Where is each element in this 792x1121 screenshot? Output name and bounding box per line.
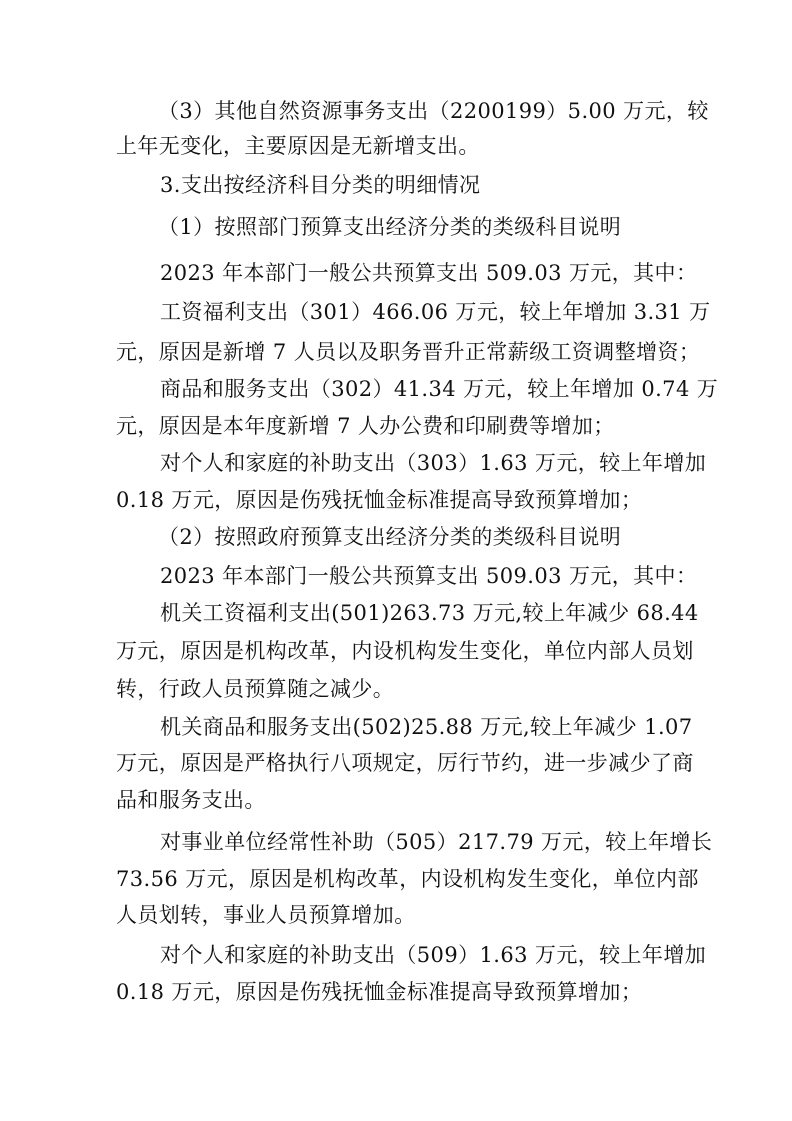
text-line-8: 商品和服务支出（302）41.34 万元，较上年增加 0.74 万 xyxy=(160,377,719,401)
text-line-15: 万元，原因是机构改革，内设机构发生变化，单位内部人员划 xyxy=(116,639,694,663)
text-line-23: 对个人和家庭的补助支出（509）1.63 万元，较上年增加 xyxy=(160,943,707,967)
text-line-17: 机关商品和服务支出(502)25.88 万元,较上年减少 1.07 xyxy=(160,715,693,739)
text-line-19: 品和服务支出。 xyxy=(116,788,266,812)
text-line-5: 2023 年本部门一般公共预算支出 509.03 万元，其中： xyxy=(160,261,698,285)
text-line-9: 元，原因是本年度新增 7 人办公费和印刷费等增加； xyxy=(116,414,615,438)
text-line-13: 2023 年本部门一般公共预算支出 509.03 万元，其中： xyxy=(160,564,698,588)
subsection-heading-2: （2）按照政府预算支出经济分类的类级科目说明 xyxy=(158,525,622,549)
text-line-6: 工资福利支出（301）466.06 万元，较上年增加 3.31 万 xyxy=(160,300,711,324)
text-line-10: 对个人和家庭的补助支出（303）1.63 万元，较上年增加 xyxy=(160,451,707,475)
text-line-16: 转，行政人员预算随之减少。 xyxy=(116,677,395,701)
subsection-heading-1: （1）按照部门预算支出经济分类的类级科目说明 xyxy=(158,215,622,239)
text-line-7: 元，原因是新增 7 人员以及职务晋升正常薪级工资调整增资； xyxy=(116,340,701,364)
text-line-24: 0.18 万元，原因是伤残抚恤金标准提高导致预算增加； xyxy=(116,980,643,1004)
text-line-1: （3）其他自然资源事务支出（2200199）5.00 万元，较 xyxy=(158,99,709,123)
text-line-11: 0.18 万元，原因是伤残抚恤金标准提高导致预算增加； xyxy=(116,488,643,512)
text-line-14: 机关工资福利支出(501)263.73 万元,较上年减少 68.44 xyxy=(160,601,699,625)
text-line-21: 73.56 万元，原因是机构改革，内设机构发生变化，单位内部 xyxy=(116,867,699,891)
text-line-2: 上年无变化，主要原因是无新增支出。 xyxy=(116,134,480,158)
section-heading: 3.支出按经济科目分类的明细情况 xyxy=(160,173,481,197)
text-line-22: 人员划转，事业人员预算增加。 xyxy=(116,903,416,927)
text-line-18: 万元，原因是严格执行八项规定，厉行节约，进一步减少了商 xyxy=(116,751,694,775)
text-line-20: 对事业单位经常性补助（505）217.79 万元，较上年增长 xyxy=(160,830,713,854)
